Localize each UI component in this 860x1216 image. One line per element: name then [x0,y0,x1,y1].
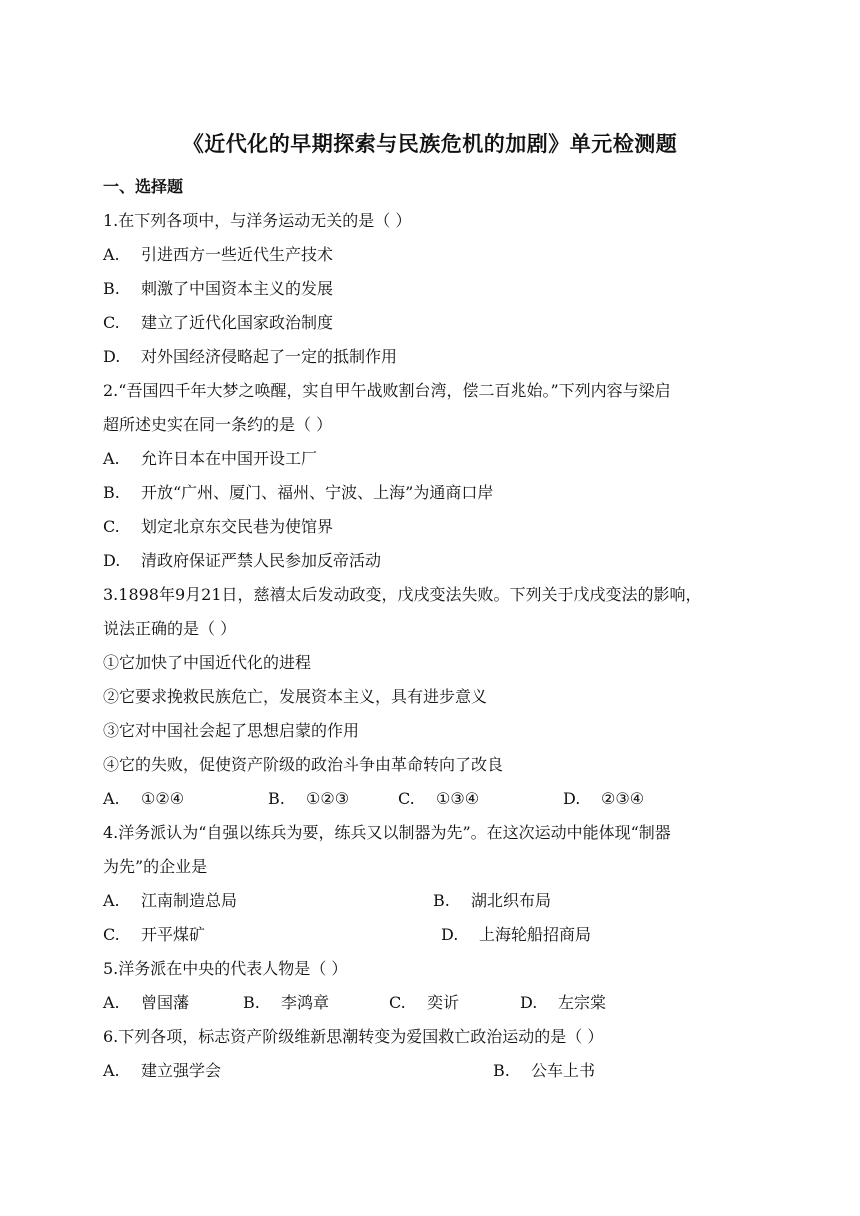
q5-option-d: D. 左宗棠 [520,993,607,1012]
q6-option-b: B. 公车上书 [493,1061,596,1080]
q5-option-a: A. 曾国藩 [103,993,190,1012]
q3-options-row [103,782,763,816]
q6-options-row [103,1054,763,1088]
q4-option-b: B. 湖北织布局 [433,891,552,910]
q5-stem: 5.洋务派在中央的代表人物是（ ） [103,959,348,978]
q1-stem: 1.在下列各项中，与洋务运动无关的是（ ） [103,211,412,230]
q4-option-c: C. 开平煤矿 [103,925,206,944]
q3-option-b: B. ①②③ [268,789,350,808]
q1-option-b: B. 刺激了中国资本主义的发展 [103,279,334,298]
q4-stem-line1: 4.洋务派认为“自强以练兵为要，练兵又以制器为先”。在这次运动中能体现“制器 [103,823,671,842]
q2-stem-line2: 超所述史实在同一条约的是（ ） [103,415,333,434]
q3-stem-line1: 3.1898年9月21日，慈禧太后发动政变，戊戌变法失败。下列关于戊戌变法的影响， [103,585,702,604]
q4-options-row-2 [103,918,763,952]
q4-option-a: A. 江南制造总局 [103,891,238,910]
q3-statement-2: ②它要求挽救民族危亡，发展资本主义，具有进步意义 [103,687,488,706]
q4-options-row-1 [103,884,763,918]
q1-option-d: D. 对外国经济侵略起了一定的抵制作用 [103,347,398,366]
q6-option-a: A. 建立强学会 [103,1061,222,1080]
q3-statement-3: ③它对中国社会起了思想启蒙的作用 [103,721,360,740]
q2-option-d: D. 清政府保证严禁人民参加反帝活动 [103,551,382,570]
section-heading: 一、选择题 [103,177,184,196]
q5-option-c: C. 奕䜣 [389,993,460,1012]
q3-statement-4: ④它的失败，促使资产阶级的政治斗争由革命转向了改良 [103,755,504,774]
q3-option-d: D. ②③④ [563,789,645,808]
page-title: 《近代化的早期探索与民族危机的加剧》单元检测题 [182,132,678,156]
q2-option-b: B. 开放“广州、厦门、福州、宁波、上海”为通商口岸 [103,483,494,502]
q1-option-a: A. 引进西方一些近代生产技术 [103,245,334,264]
q3-stem-line2: 说法正确的是（ ） [103,619,237,638]
q3-option-a: A. ①②④ [103,789,185,808]
q5-option-b: B. 李鸿章 [243,993,330,1012]
q4-option-d: D. 上海轮船招商局 [441,925,592,944]
q5-options-row [103,986,763,1020]
q4-stem-line2: 为先”的企业是 [103,857,208,876]
q2-stem-line1: 2.“吾国四千年大梦之唤醒，实自甲午战败割台湾，偿二百兆始。”下列内容与梁启 [103,381,671,400]
q3-statement-1: ①它加快了中国近代化的进程 [103,653,312,672]
q1-option-c: C. 建立了近代化国家政治制度 [103,313,334,332]
q2-option-c: C. 划定北京东交民巷为使馆界 [103,517,334,536]
q3-option-c: C. ①③④ [398,789,480,808]
q2-option-a: A. 允许日本在中国开设工厂 [103,449,318,468]
question-list [103,170,763,1088]
q6-stem: 6.下列各项，标志资产阶级维新思潮转变为爱国救亡政治运动的是（ ） [103,1027,604,1046]
